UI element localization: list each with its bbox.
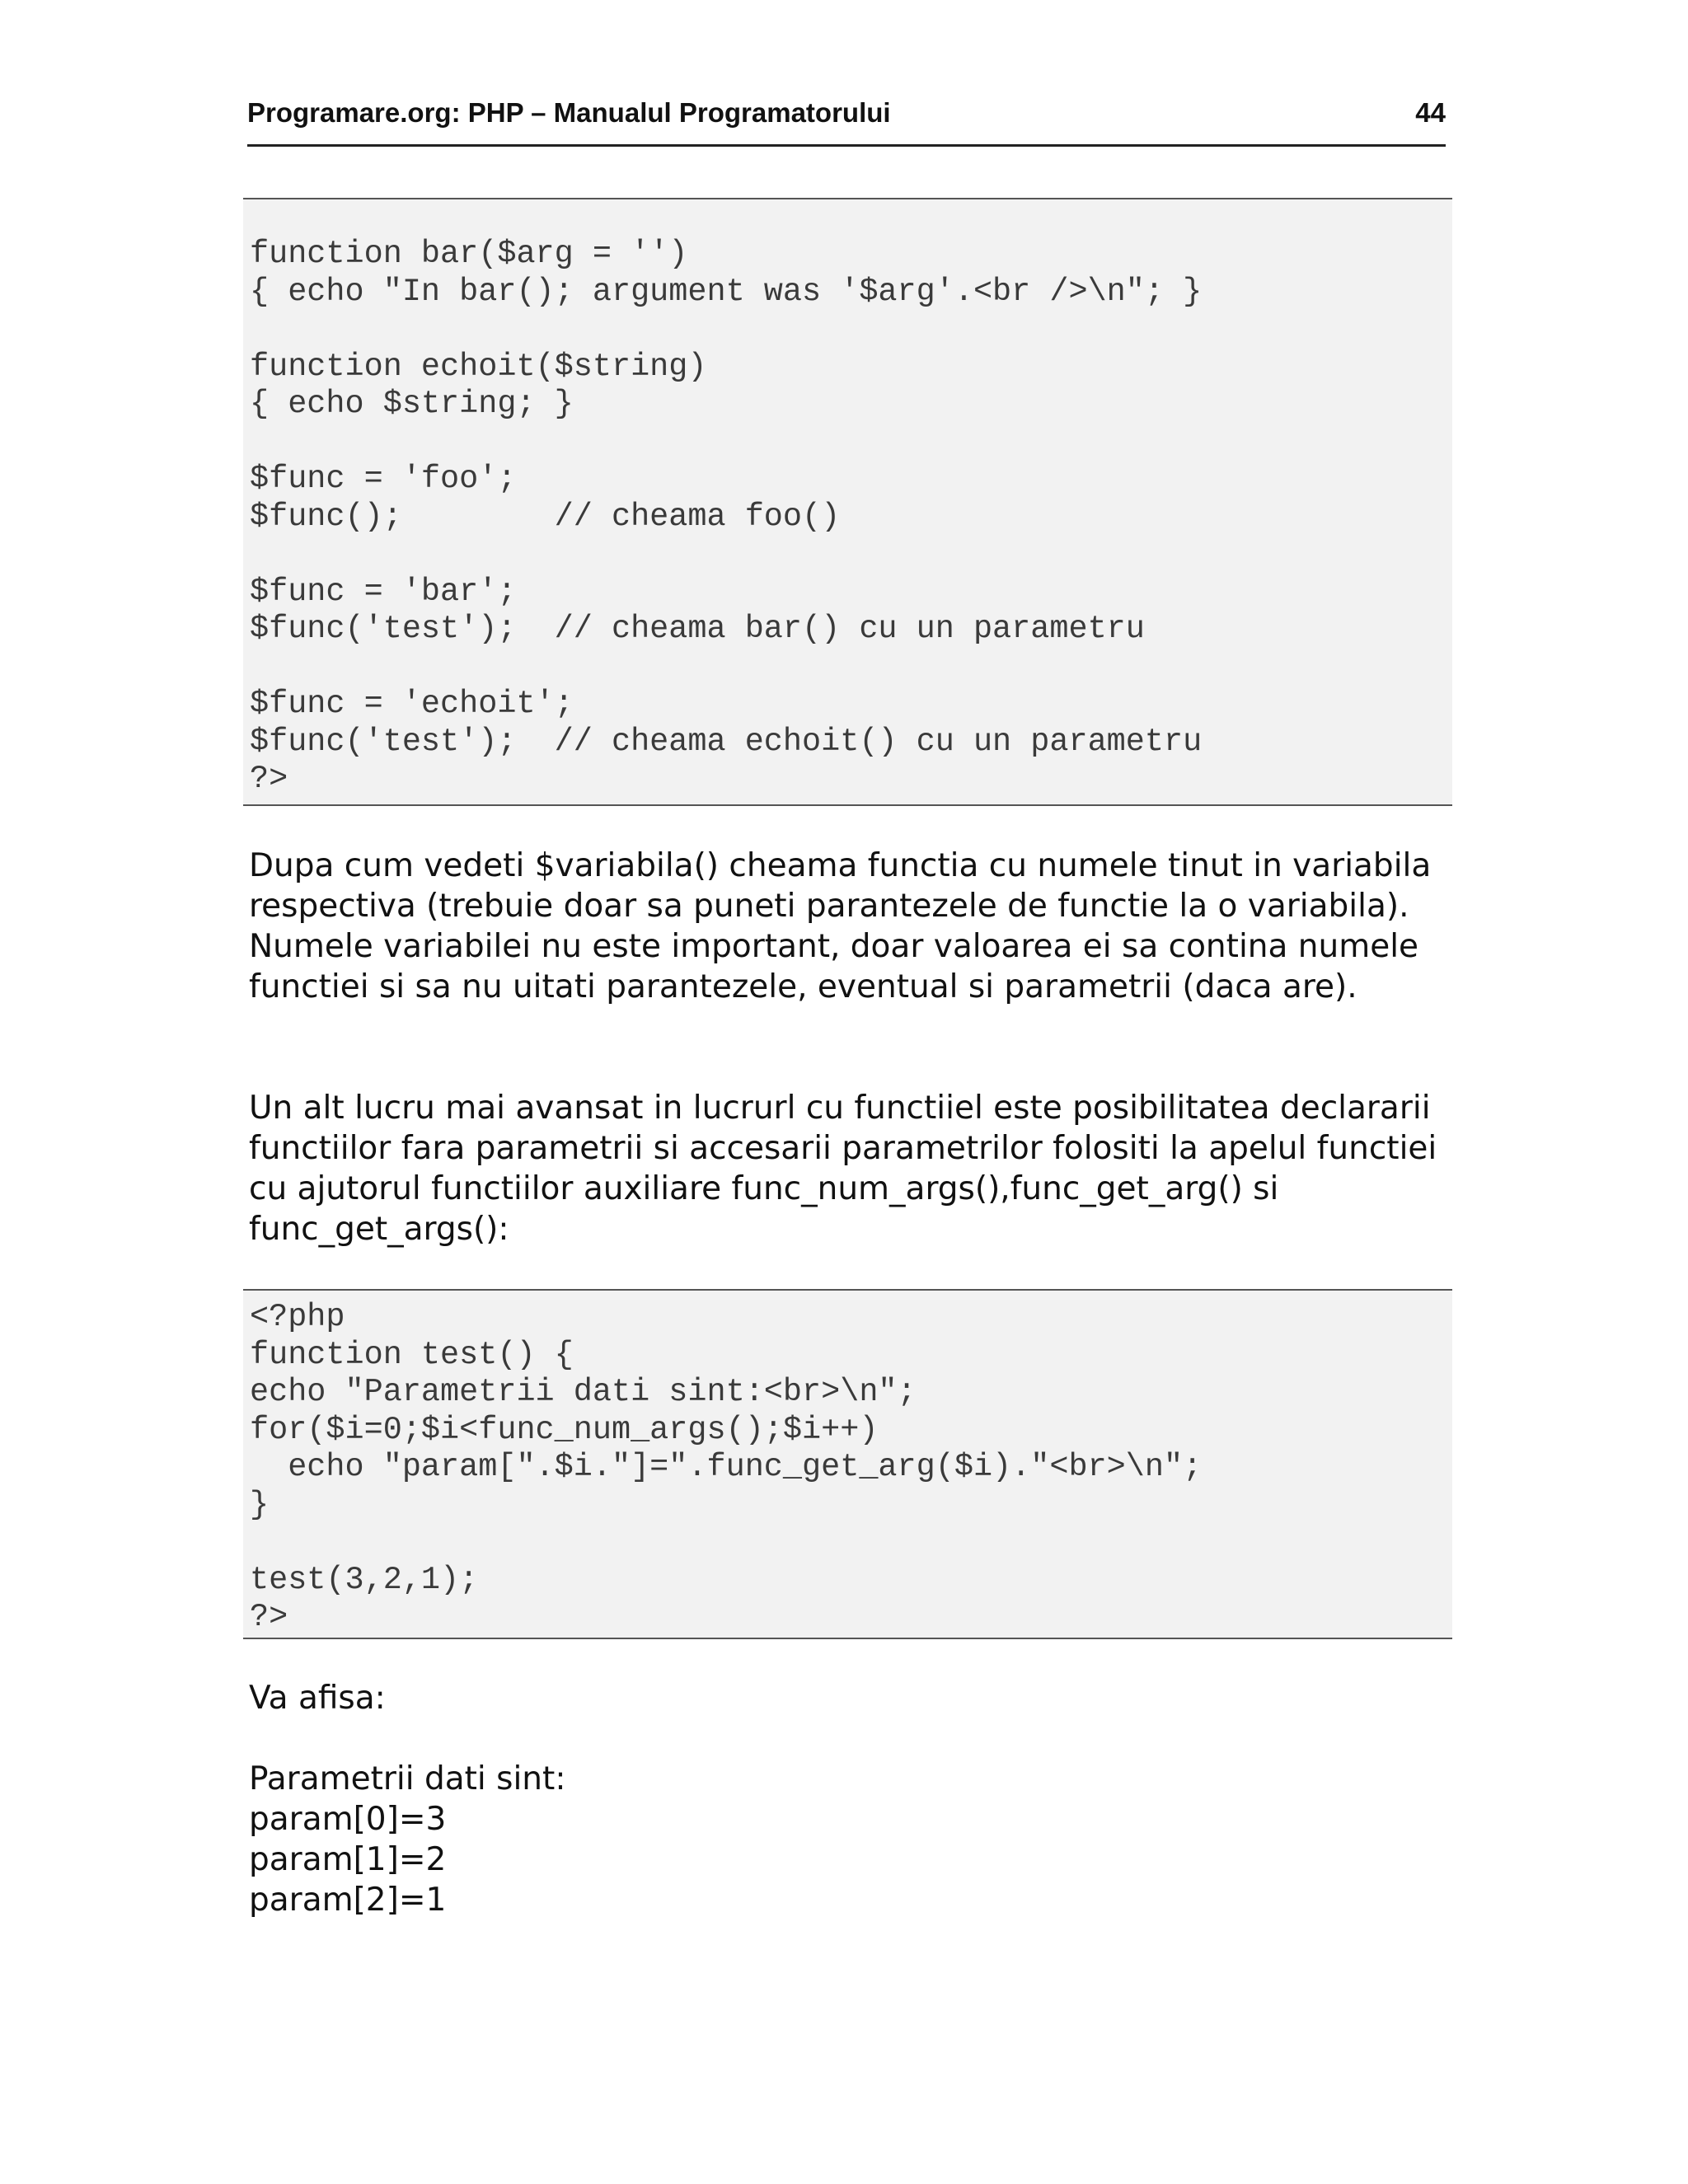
output-block bbox=[249, 1759, 565, 1920]
output-line: Parametrii dati sint: bbox=[249, 1760, 566, 1797]
page-number: 44 bbox=[1415, 97, 1446, 128]
header-title: Programare.org: PHP – Manualul Programatorului bbox=[247, 97, 891, 128]
output-line: param[2]=1 bbox=[249, 1882, 447, 1919]
code-line: $func = 'echoit'; bbox=[250, 686, 574, 722]
code-line: $func('test'); // cheama bar() cu un parametru bbox=[250, 611, 1145, 647]
code-line: { echo $string; } bbox=[250, 386, 574, 422]
code-line: $func(); // cheama foo() bbox=[250, 498, 841, 535]
code-line: ?> bbox=[250, 761, 288, 797]
code-line: } bbox=[250, 1486, 270, 1523]
code-block-dynamic-functions bbox=[243, 198, 1452, 806]
code-block-func-args bbox=[243, 1289, 1452, 1639]
code-line: function test() { bbox=[250, 1336, 574, 1373]
output-line: param[1]=2 bbox=[249, 1841, 447, 1878]
code-line: echo "param[".$i."]=".func_get_arg($i)."<br>\n"; bbox=[250, 1449, 1203, 1485]
code-line: for($i=0;$i<func_num_args();$i++) bbox=[250, 1411, 879, 1448]
paragraph-func-args: Un alt lucru mai avansat in lucrurl cu functiiel este posibilitatea declararii functiilor fara parametrii si accesarii parametrilor folositi la apelul functiei cu ajutorul functiilor auxiliare func_num_args(),func_get_arg() si func_get_args(): bbox=[249, 1090, 1437, 1248]
code-line: $func = 'foo'; bbox=[250, 461, 517, 497]
page-header bbox=[247, 92, 1446, 147]
code-line: function bar($arg = '') bbox=[250, 236, 688, 272]
code-line: <?php bbox=[250, 1299, 345, 1335]
code-line: echo "Parametrii dati sint:<br>\n"; bbox=[250, 1374, 917, 1410]
code-line: function echoit($string) bbox=[250, 348, 707, 385]
paragraph-variable-functions: Dupa cum vedeti $variabila() cheama functia cu numele tinut in variabila respectiva (trebuie doar sa puneti parantezele de functie la o variabila). Numele variabilei nu este important, doar valoarea ei sa contina numele functiei si sa nu uitati parantezele, eventual si parametrii (daca are). bbox=[249, 847, 1432, 1005]
code-line: $func = 'bar'; bbox=[250, 573, 517, 610]
code-line: ?> bbox=[250, 1599, 288, 1635]
output-line: param[0]=3 bbox=[249, 1801, 447, 1838]
paragraph-output-intro: Va afisa: bbox=[249, 1680, 386, 1717]
code-line: { echo "In bar(); argument was '$arg'.<br />\n"; } bbox=[250, 273, 1203, 310]
code-line: test(3,2,1); bbox=[250, 1561, 479, 1598]
code-line: $func('test'); // cheama echoit() cu un parametru bbox=[250, 723, 1203, 760]
